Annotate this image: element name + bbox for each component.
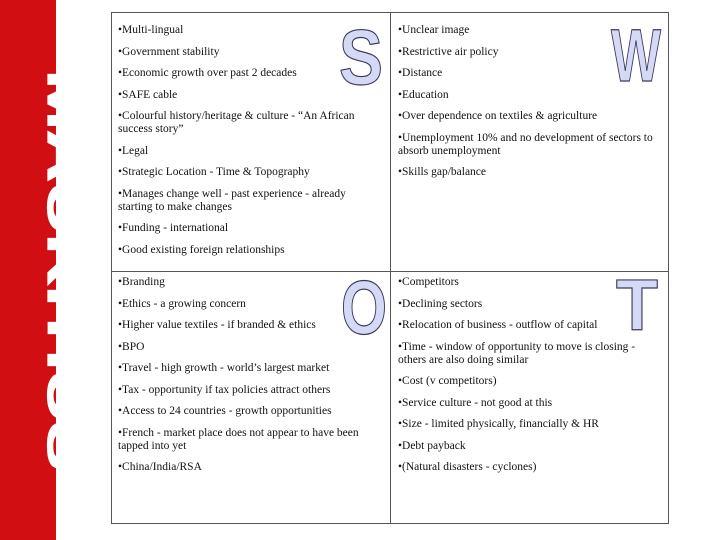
strengths-item: •Legal [118, 144, 149, 157]
strengths-letter: S [339, 13, 383, 101]
opportunities-item: •French - market place does not appear to have been tapped into yet [118, 426, 359, 452]
strengths-item: •Economic growth over past 2 decades [118, 67, 297, 79]
opportunities-item: •Travel - high growth - world’s largest market [118, 362, 330, 374]
weaknesses-item: •Over dependence on textiles & agriculture [398, 110, 598, 122]
weaknesses-letter: W [611, 14, 662, 97]
threats-item: •Cost (v competitors) [398, 375, 497, 387]
letter-t-badge [612, 266, 662, 346]
weaknesses-item: •Education [398, 88, 449, 101]
grid-vertical-divider [390, 13, 391, 523]
strengths-item: •Government stability [118, 45, 220, 58]
opportunities-item: •Ethics - a growing concern [118, 297, 246, 310]
opportunities-item: •China/India/RSA [118, 461, 202, 473]
letter-w-badge [608, 14, 664, 97]
sidebar-title-graphic [0, 0, 90, 540]
strengths-item: •Colourful history/heritage & culture - “An African success story” [118, 110, 355, 135]
title-sidebar [0, 0, 90, 540]
threats-item: •Relocation of business - outflow of capital [398, 319, 598, 331]
opportunities-item: •Tax - opportunity if tax policies attract others [118, 383, 331, 396]
threats-item: •Service culture - not good at this [398, 396, 553, 409]
threats-item: •Debt payback [398, 439, 466, 452]
threats-item: •Size - limited physically, financially & HR [398, 418, 599, 430]
weaknesses-item: •Distance [398, 67, 443, 79]
strengths-item: •Strategic Location - Time & Topography [118, 166, 310, 178]
strengths-item: •Good existing foreign relationships [118, 243, 285, 256]
opportunities-item: •Branding [118, 276, 165, 288]
letter-o-badge [338, 266, 390, 351]
threats-item: •(Natural disasters - cyclones) [398, 461, 537, 473]
weaknesses-item: •Skills gap/balance [398, 166, 487, 178]
weaknesses-item: •Restrictive air policy [398, 45, 499, 58]
threats-item: •Time - window of opportunity to move is closing - others are also doing similar [398, 340, 636, 366]
grid-horizontal-divider [112, 271, 668, 272]
weaknesses-item: •Unemployment 10% and no development of sectors to absorb unemployment [398, 131, 653, 157]
threats-letter: T [616, 266, 659, 346]
strengths-item: •Manages change well - past experience - already starting to make changes [118, 187, 346, 213]
opportunities-letter: O [341, 266, 387, 351]
opportunities-item: •BPO [118, 340, 145, 353]
slide-title: MAURITIUS [37, 70, 90, 337]
strengths-item: •Funding - international [118, 222, 229, 234]
opportunities-item: •Higher value textiles - if branded & ethics [118, 319, 316, 331]
threats-item: •Declining sectors [398, 297, 483, 310]
letter-s-badge [336, 13, 386, 101]
weaknesses-item: •Unclear image [398, 24, 470, 36]
strengths-item: •SAFE cable [118, 88, 178, 101]
strengths-item: •Multi-lingual [118, 24, 184, 36]
opportunities-item: •Access to 24 countries - growth opportunities [118, 405, 332, 417]
threats-item: •Competitors [398, 276, 459, 288]
